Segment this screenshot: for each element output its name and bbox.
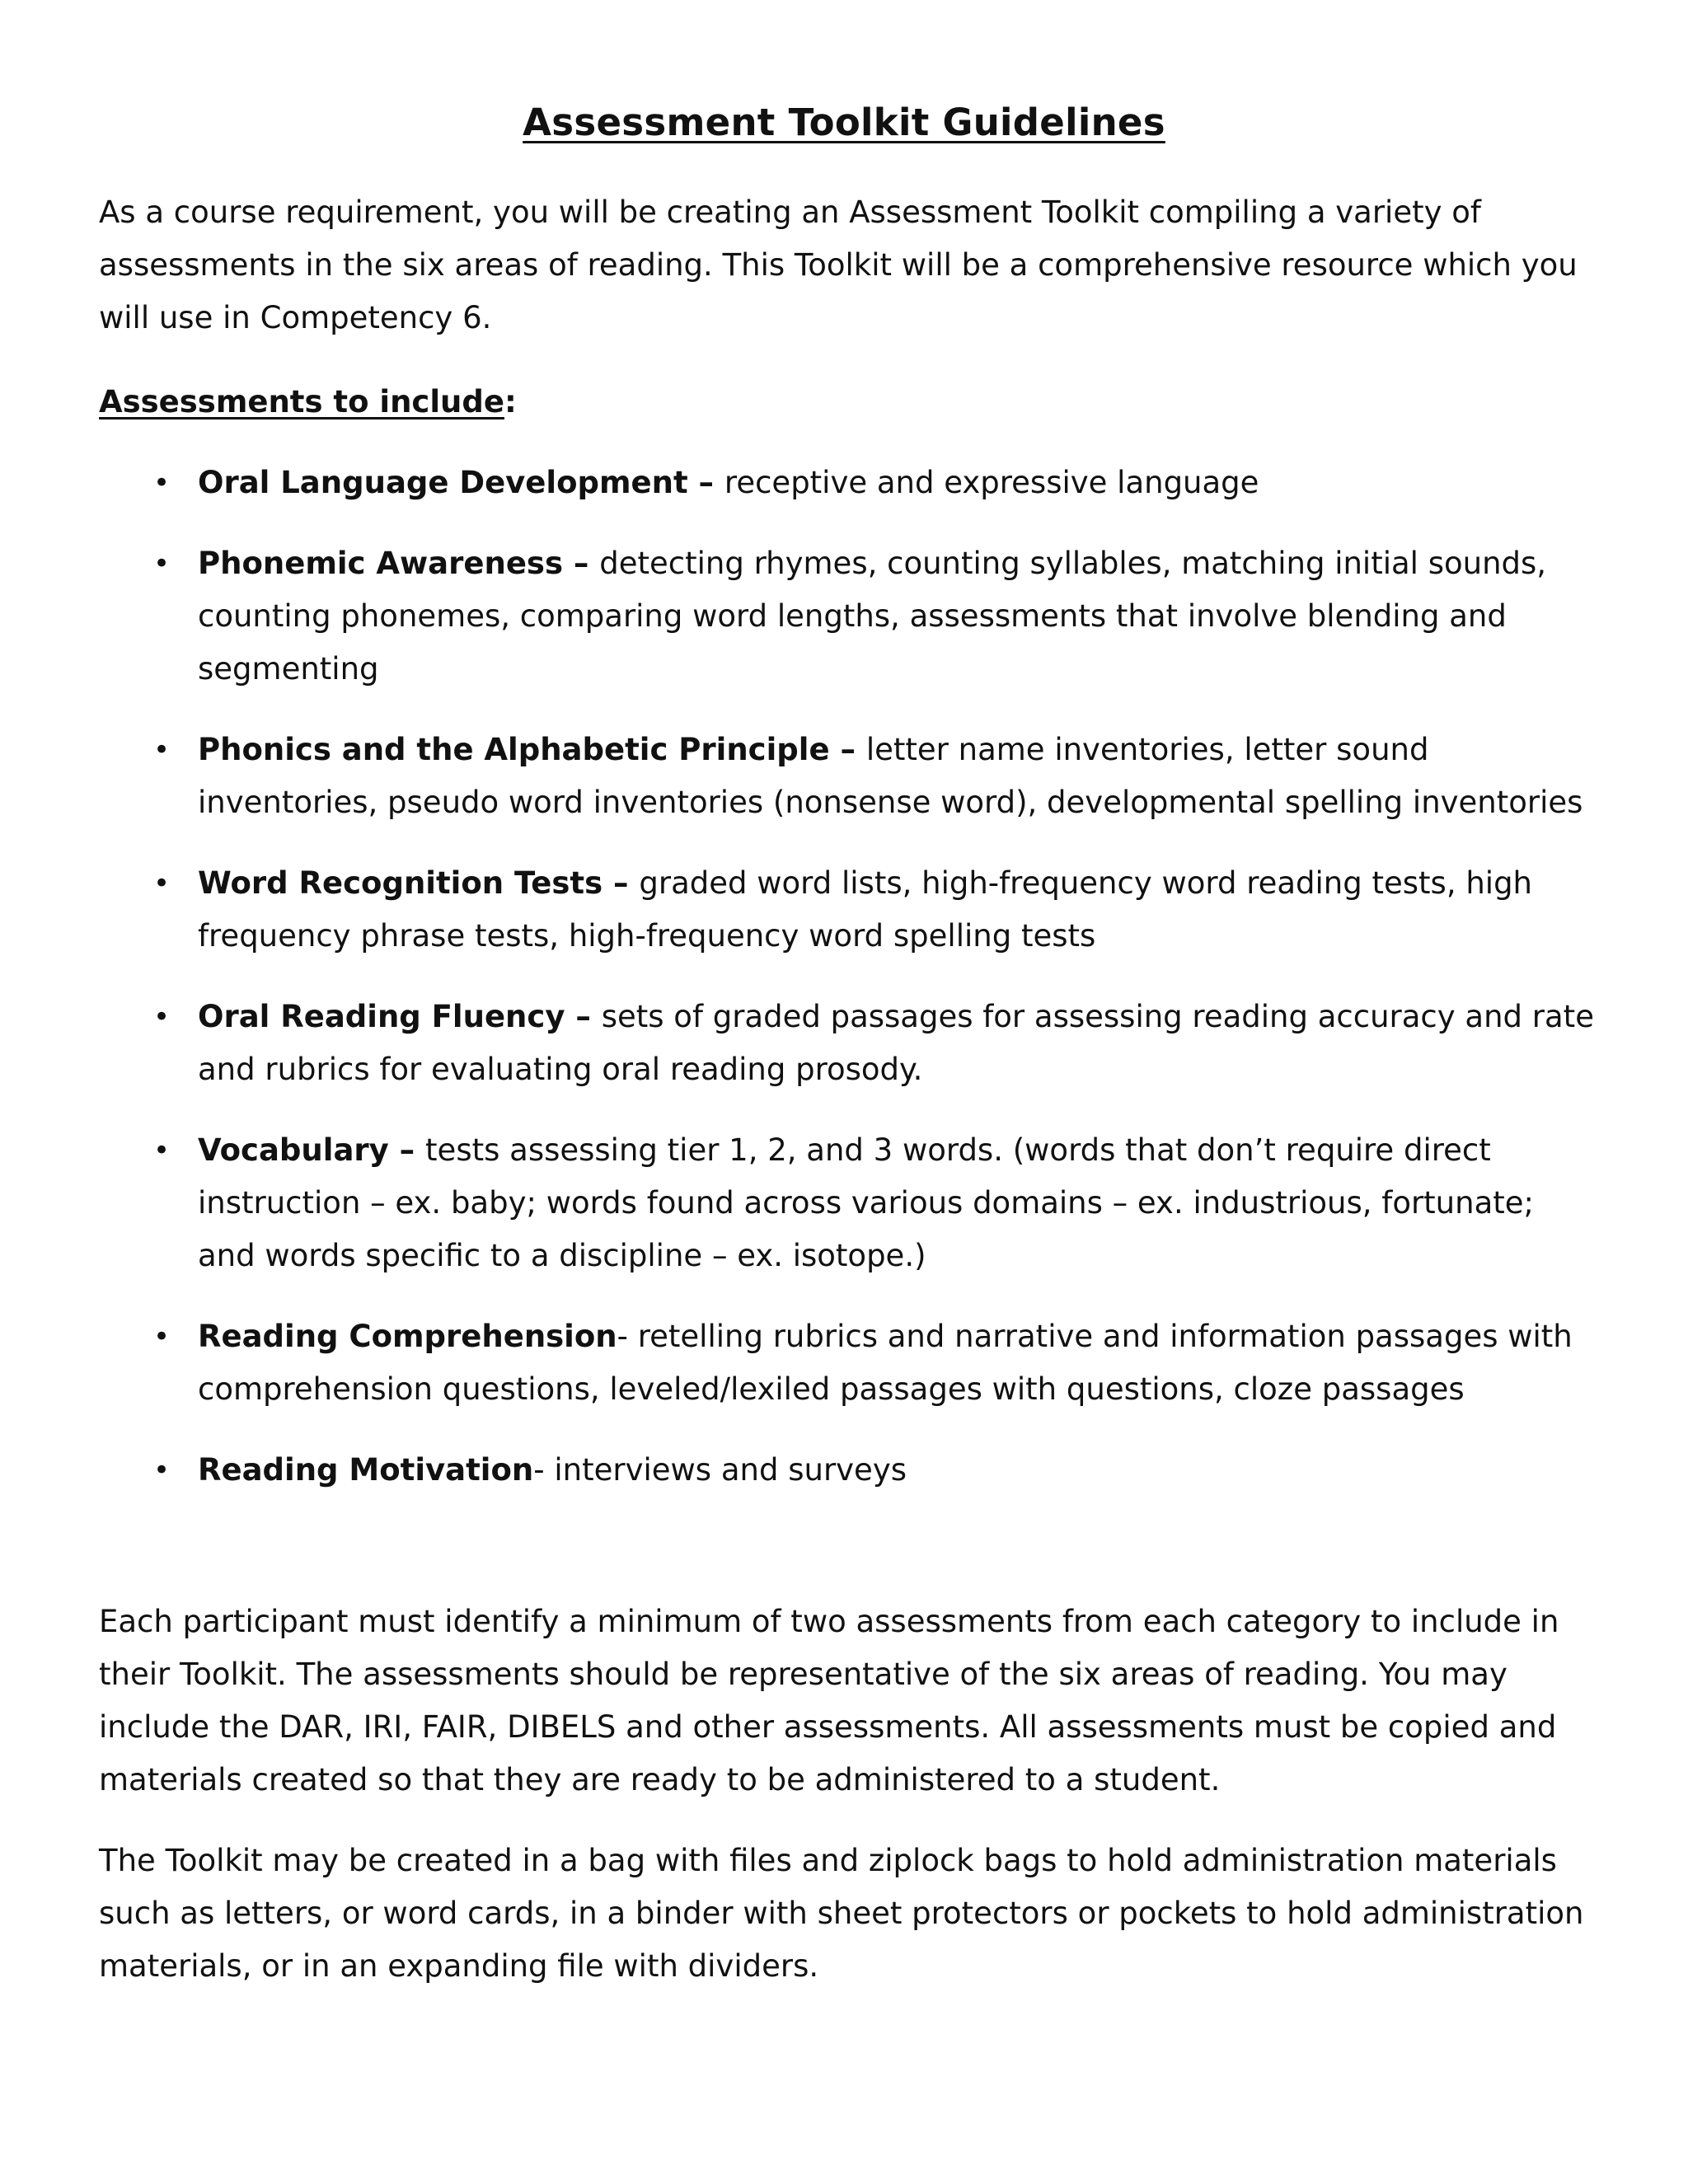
item-term: Oral Language Development <box>198 465 688 500</box>
item-separator: – <box>562 546 600 581</box>
item-term: Phonemic Awareness <box>198 546 563 581</box>
bullet-icon: • <box>153 547 171 580</box>
item-description: graded word lists, high-frequency word reading tests, high frequency phrase tests, high-frequency word spelling tests <box>198 865 1533 954</box>
section-heading <box>99 376 517 429</box>
item-description: receptive and expressive language <box>724 465 1259 500</box>
item-separator: – <box>603 865 640 901</box>
item-description: interviews and surveys <box>554 1452 907 1488</box>
bullet-icon: • <box>153 466 171 499</box>
list-item <box>0 1444 1599 1497</box>
item-separator: – <box>388 1132 426 1168</box>
item-term: Oral Reading Fluency <box>198 999 565 1034</box>
item-description: tests assessing tier 1, 2, and 3 words. (words that don’t require direct instruction – ex. baby; words found across various domains – ex. industrious, fortunate; and words specific to a discipline – ex. isotope.) <box>198 1132 1534 1273</box>
item-term: Reading Comprehension <box>198 1319 617 1354</box>
toolkit-format-paragraph: The Toolkit may be created in a bag with files and ziplock bags to hold administration materials such as letters, or word cards, in a binder with sheet protectors or pockets to hold administration materials, or in an expanding file with dividers. <box>99 1843 1584 1984</box>
bullet-icon: • <box>153 1001 171 1033</box>
item-term: Phonics and the Alphabetic Principle <box>198 732 830 767</box>
list-item <box>0 457 1599 509</box>
item-separator: – <box>687 465 724 500</box>
bullet-icon: • <box>153 867 171 900</box>
item-term: Reading Motivation <box>198 1452 534 1488</box>
list-item <box>0 1124 1599 1282</box>
item-separator: - <box>533 1452 555 1488</box>
list-item <box>0 857 1599 963</box>
item-term: Vocabulary <box>198 1132 389 1168</box>
list-item <box>0 537 1599 696</box>
bullet-icon: • <box>153 1134 171 1167</box>
item-description: retelling rubrics and narrative and information passages with comprehension questions, leveled/lexiled passages with questions, cloze passages <box>198 1319 1573 1407</box>
item-separator: – <box>565 999 602 1034</box>
assessment-list <box>0 457 1688 1525</box>
item-separator: – <box>829 732 866 767</box>
item-description: detecting rhymes, counting syllables, matching initial sounds, counting phonemes, comparing word lengths, assessments that involve blending and segmenting <box>198 546 1547 687</box>
list-item <box>0 991 1599 1096</box>
section-heading-colon: : <box>504 384 517 419</box>
list-item <box>0 1310 1599 1416</box>
item-description: letter name inventories, letter sound inventories, pseudo word inventories (nonsense word), developmental spelling inventories <box>198 732 1583 820</box>
bullet-icon: • <box>153 1454 171 1487</box>
item-term: Word Recognition Tests <box>198 865 603 901</box>
requirements-paragraph: Each participant must identify a minimum of two assessments from each category to include in their Toolkit. The assessments should be representative of the six areas of reading. You may include the DAR, IRI, FAIR, DIBELS and other assessments. All assessments must be copied and materials created so that they are ready to be administered to a student. <box>99 1604 1559 1797</box>
section-heading-text: Assessments to include <box>99 384 504 419</box>
item-separator: - <box>617 1319 638 1354</box>
bullet-icon: • <box>153 1320 171 1353</box>
bullet-icon: • <box>153 733 171 766</box>
list-item <box>0 724 1599 829</box>
document-title: Assessment Toolkit Guidelines <box>523 101 1165 144</box>
intro-paragraph: As a course requirement, you will be creating an Assessment Toolkit compiling a variety of assessments in the six areas of reading. This Toolkit will be a comprehensive resource which you will use in Competency 6. <box>99 194 1578 335</box>
item-description: sets of graded passages for assessing reading accuracy and rate and rubrics for evaluating oral reading prosody. <box>198 999 1594 1087</box>
